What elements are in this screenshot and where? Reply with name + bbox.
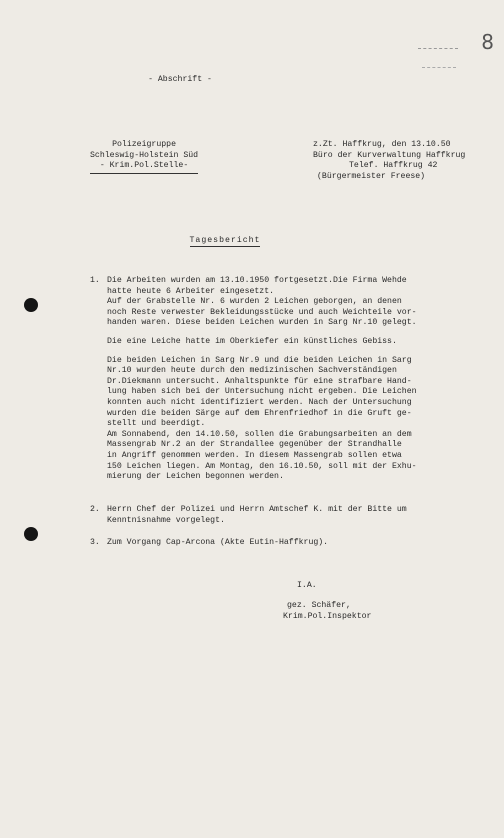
text-line: Kenntnisnahme vorgelegt.: [107, 515, 225, 525]
text-line: in Angriff genommen werden. In diesem Massengrab sollen etwa: [107, 450, 402, 460]
text-line: Auf der Grabstelle Nr. 6 wurden 2 Leichen geborgen, an denen: [107, 297, 402, 307]
text-line: handen waren. Diese beiden Leichen wurden in Sarg Nr.10 gelegt.: [107, 318, 417, 328]
text-line: konnten auch nicht identifiziert werden. Nach der Untersuchung: [107, 397, 412, 407]
office-line: Büro der Kurverwaltung Haffkrug: [313, 150, 466, 160]
text-line: hatte heute 6 Arbeiter eingesetzt.: [107, 286, 275, 296]
text-line: Die eine Leiche hatte im Oberkiefer ein künstliches Gebiss.: [107, 336, 397, 346]
page-number: 8: [481, 30, 494, 54]
office-line: Telef. Haffkrug 42: [349, 161, 438, 171]
org-line: Polizeigruppe: [112, 140, 176, 149]
signature-title: Krim.Pol.Inspektor: [283, 611, 372, 621]
text-line: Die beiden Leichen in Sarg Nr.9 und die beiden Leichen in Sarg: [107, 355, 412, 365]
text-line: Massengrab Nr.2 an der Strandallee gegenüber der Strandhalle: [107, 440, 402, 450]
signature-block: [283, 601, 371, 622]
paragraph: [107, 538, 480, 549]
text-line: Dr.Diekmann untersucht. Anhaltspunkte für eine strafbare Hand-: [107, 376, 412, 386]
text-line: lung haben sich bei der Untersuchung nicht ergeben. Die Leichen: [107, 387, 417, 397]
report-title: [0, 236, 450, 247]
signature-name: gez. Schäfer,: [287, 601, 351, 610]
item-number: 1.: [90, 276, 100, 285]
paragraph: [107, 276, 480, 329]
report-title-text: Tagesbericht: [189, 236, 261, 245]
text-line: Am Sonnabend, den 14.10.50, sollen die Grabungsarbeiten an dem: [107, 429, 412, 439]
item-body: [107, 505, 480, 526]
punch-hole: [24, 527, 38, 541]
handwritten-marks: [418, 48, 458, 67]
report-item: [90, 505, 480, 534]
text-line: noch Reste verwester Bekleidungsstücke und auch Weichteile vor-: [107, 307, 417, 317]
signature-ia: I.A.: [297, 581, 317, 590]
organization-block: [90, 140, 198, 174]
item-number: 3.: [90, 538, 100, 547]
text-line: wurden die beiden Särge auf dem Ehrenfriedhof in die Gruft ge-: [107, 408, 412, 418]
office-line: z.Zt. Haffkrug, den 13.10.50: [313, 140, 451, 149]
item-number: 2.: [90, 505, 100, 514]
text-line: mierung der Leichen begonnen werden.: [107, 472, 284, 482]
office-block: [313, 140, 465, 182]
copy-note: - Abschrift -: [148, 75, 212, 84]
report-item: [90, 538, 480, 557]
paragraph: [107, 505, 480, 526]
paragraph: [107, 356, 480, 483]
text-line: 150 Leichen liegen. Am Montag, den 16.10.50, soll mit der Exhu-: [107, 461, 417, 471]
text-line: stellt und beerdigt.: [107, 419, 206, 429]
text-line: Die Arbeiten wurden am 13.10.1950 fortgesetzt.Die Firma Wehde: [107, 276, 407, 285]
office-line: (Bürgermeister Freese): [317, 171, 426, 181]
org-line: - Krim.Pol.Stelle-: [90, 161, 198, 174]
text-line: Herrn Chef der Polizei und Herrn Amtschef K. mit der Bitte um: [107, 505, 407, 514]
punch-hole: [24, 298, 38, 312]
text-line: Zum Vorgang Cap-Arcona (Akte Eutin-Haffkrug).: [107, 538, 329, 547]
report-item: [90, 276, 480, 491]
paragraph: [107, 337, 480, 348]
text-line: Nr.10 wurden heute durch den medizinischen Sachverständigen: [107, 366, 397, 376]
item-body: [107, 538, 480, 549]
org-line: Schleswig-Holstein Süd: [90, 150, 199, 160]
item-body: [107, 276, 480, 483]
